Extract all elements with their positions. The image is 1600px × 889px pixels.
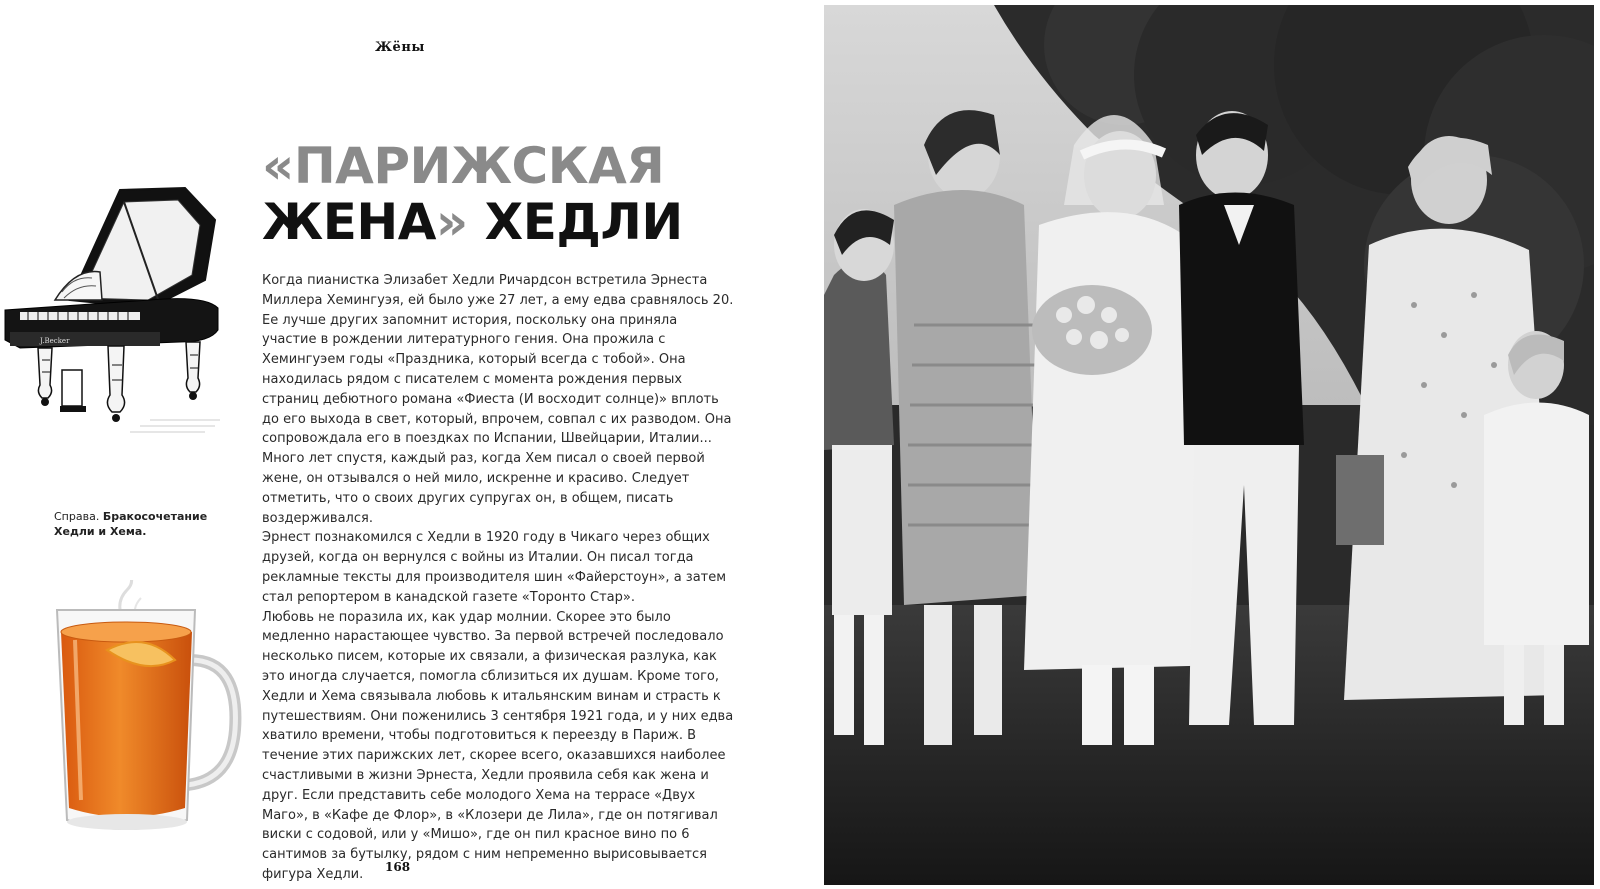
body-paragraph: Когда пианистка Элизабет Хедли Ричардсон встретила Эрнеста Миллера Хемингуэя, ей было уже 27 лет, а ему едва сравнялось 20. Ее лучше других запомнит история, поскольку она приняла участие в рождении литературного гения. Она прожила с Хемингуэем годы «Праздника, который всегда с тобой». Она находилась рядом с писателем с момента рождения первых страниц дебютного романа «Фиеста (И восходит солнце)» вплоть до его выхода в свет, который, впрочем, совпал с их разводом. Она сопровождала его в поездках по Испании, Швейцарии, Италии... [262, 273, 734, 447]
piano-brand-label: J.Becker [40, 337, 70, 345]
body-paragraph: Любовь не поразила их, как удар молнии. Скорее это было медленно нарастающее чувство. За первой встречей последовало несколько писем, которые их связали, а физическая разлука, как это иногда случается, помогла сблизиться их душам. Кроме того, Хедли и Хема связывала любовь к итальянским винам и страсть к путешествиям. Они поженились 3 сентября 1921 года, и у них едва хватило времени, чтобы подготовиться к переезду в Париж. В течение этих парижских лет, скорее всего, оказавшихся наиболее счастливыми в жизни Эрнеста, Хедли проявила себя как жена и друг. Если представить себе молодого Хема на террасе «Двух Маго», в «Кафе де Флор», в «Клозери де Лила», где он потягивал виски с содовой, или у «Мишо», где он пил красное вино по 6 сантимов за бутылку, рядом с ним непременно вырисовывается фигура Хедли. [262, 609, 734, 882]
headline-open-quote: « [262, 137, 294, 195]
headline-name-hadley: ХЕДЛИ [484, 193, 683, 251]
wedding-photograph [824, 5, 1594, 885]
article-headline [262, 138, 782, 250]
body-paragraph: Эрнест познакомился с Хедли в 1920 году в Чикаго через общих друзей, когда он вернулся с войны из Италии. Он писал тогда рекламные тексты для производителя шин «Файерстоун», а затем стал репортером в канадской газете «Торонто Стар». [262, 530, 727, 605]
article-body [262, 271, 734, 885]
body-paragraph: Много лет спустя, каждый раз, когда Хем писал о своей первой жене, он отзывался о ней мило, искренне и красиво. Следует отметить, что о своих других супругах он, в общем, писать воздерживался. [262, 451, 705, 526]
page-number: 168 [385, 860, 411, 874]
headline-close-quote: » [435, 193, 468, 251]
grand-piano-illustration [0, 180, 230, 455]
tea-glass-illustration [45, 580, 245, 850]
headline-word-wife: ЖЕНА [262, 193, 436, 251]
right-page [820, 0, 1600, 889]
photo-caption [54, 509, 244, 539]
headline-line-1 [262, 138, 782, 194]
headline-line-2 [262, 194, 782, 250]
caption-text: Бракосочетание Хедли и Хема. [54, 510, 208, 538]
running-head: Жёны [375, 40, 425, 55]
headline-word-parisian: ПАРИЖСКАЯ [293, 137, 665, 195]
caption-prefix: Справа. [54, 510, 100, 523]
